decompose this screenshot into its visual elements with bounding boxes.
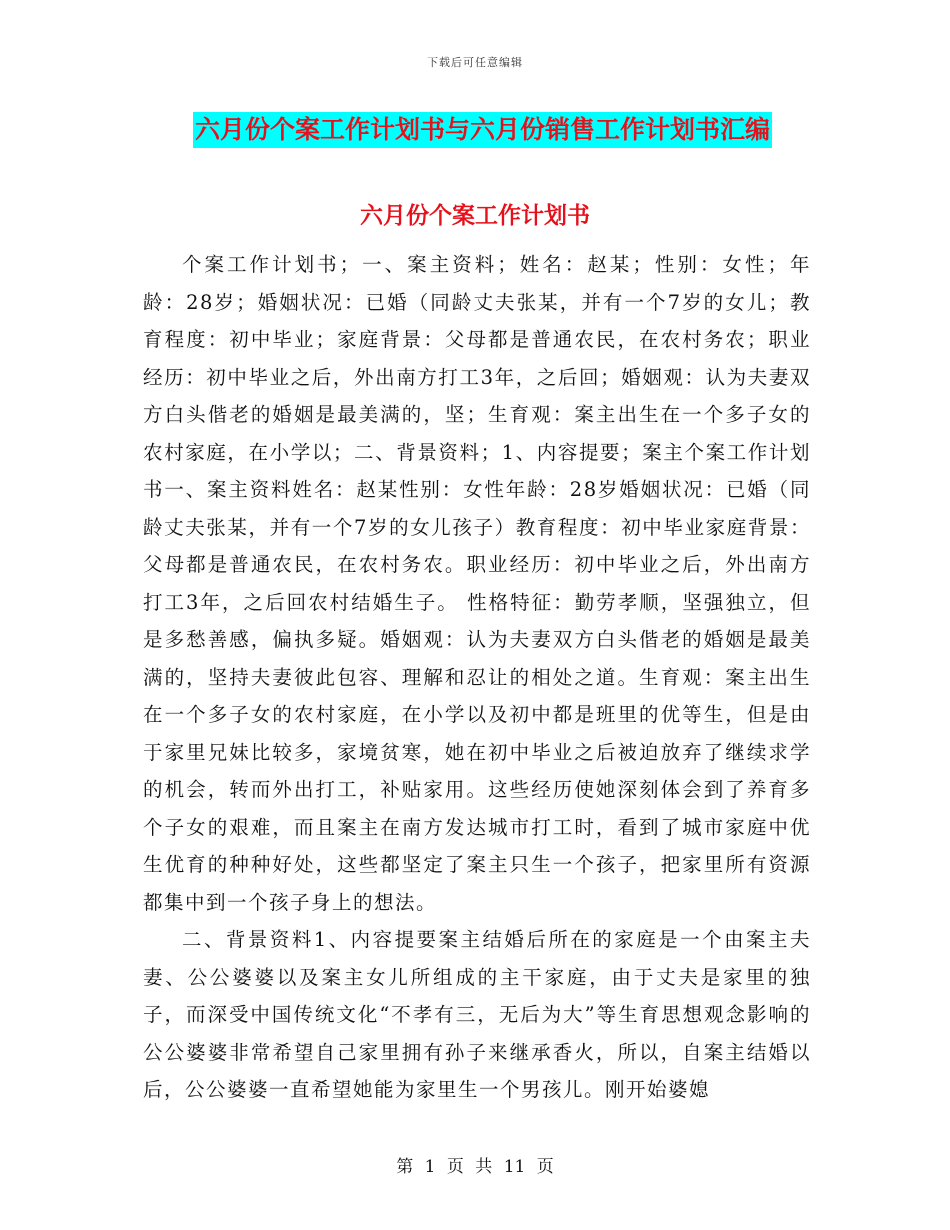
section-title: 六月份个案工作计划书 <box>360 202 590 229</box>
body-paragraph-1: 个案工作计划书；一、案主资料；姓名：赵某；性别：女性；年龄：28岁；婚姻状况：已婚（同龄丈夫张某，并有一个7岁的女儿；教育程度：初中毕业；家庭背景：父母都是普通农民，在农村务农；职业经历：初中毕业之后，外出南方打工3年，之后回；婚姻观：认为夫妻双方白头偕老的婚姻是最美满的，坚；生育观：案主出生在一个多子女的农村家庭，在小学以；二、背景资料；1、内容提要；案主个案工作计划书一、案主资料姓名：赵某性别：女性年龄：28岁婚姻状况：已婚（同龄丈夫张某，并有一个7岁的女儿孩子）教育程度：初中毕业家庭背景：父母都是普通农民，在农村务农。职业经历：初中毕业之后，外出南方打工3年，之后回农村结婚生子。 性格特征：勤劳孝顺，坚强独立，但是多愁善感，偏执多疑。婚姻观：认为夫妻双方白头偕老的婚姻是最美满的，坚持夫妻彼此包容、理解和忍让的相处之道。生育观：案主出生在一个多子女的农村家庭，在小学以及初中都是班里的优等生，但是由于家里兄妹比较多，家境贫寒，她在初中毕业之后被迫放弃了继续求学的机会，转而外出打工，补贴家用。这些经历使她深刻体会到了养育多个子女的艰难，而且案主在南方发达城市打工时，看到了城市家庭中优生优育的种种好处，这些都坚定了案主只生一个孩子，把家里所有资源都集中到一个孩子身上的想法。 <box>143 253 811 914</box>
body-paragraph-2: 二、背景资料1、内容提要案主结婚后所在的家庭是一个由案主夫妻、公公婆婆以及案主女儿所组成的主干家庭，由于丈夫是家里的独子，而深受中国传统文化“不孝有三，无后为大”等生育思想观念影响的公公婆婆非常希望自己家里拥有孙子来继承香火，所以，自案主结婚以后，公公婆婆一直希望她能为家里生一个男孩儿。刚开始婆媳 <box>143 928 811 1101</box>
page-number-footer: 第 1 页 共 11 页 <box>396 1157 554 1177</box>
page-header-note: 下载后可任意编辑 <box>427 56 523 69</box>
document-title: 六月份个案工作计划书与六月份销售工作计划书汇编 <box>193 112 772 148</box>
document-body <box>143 246 811 1109</box>
